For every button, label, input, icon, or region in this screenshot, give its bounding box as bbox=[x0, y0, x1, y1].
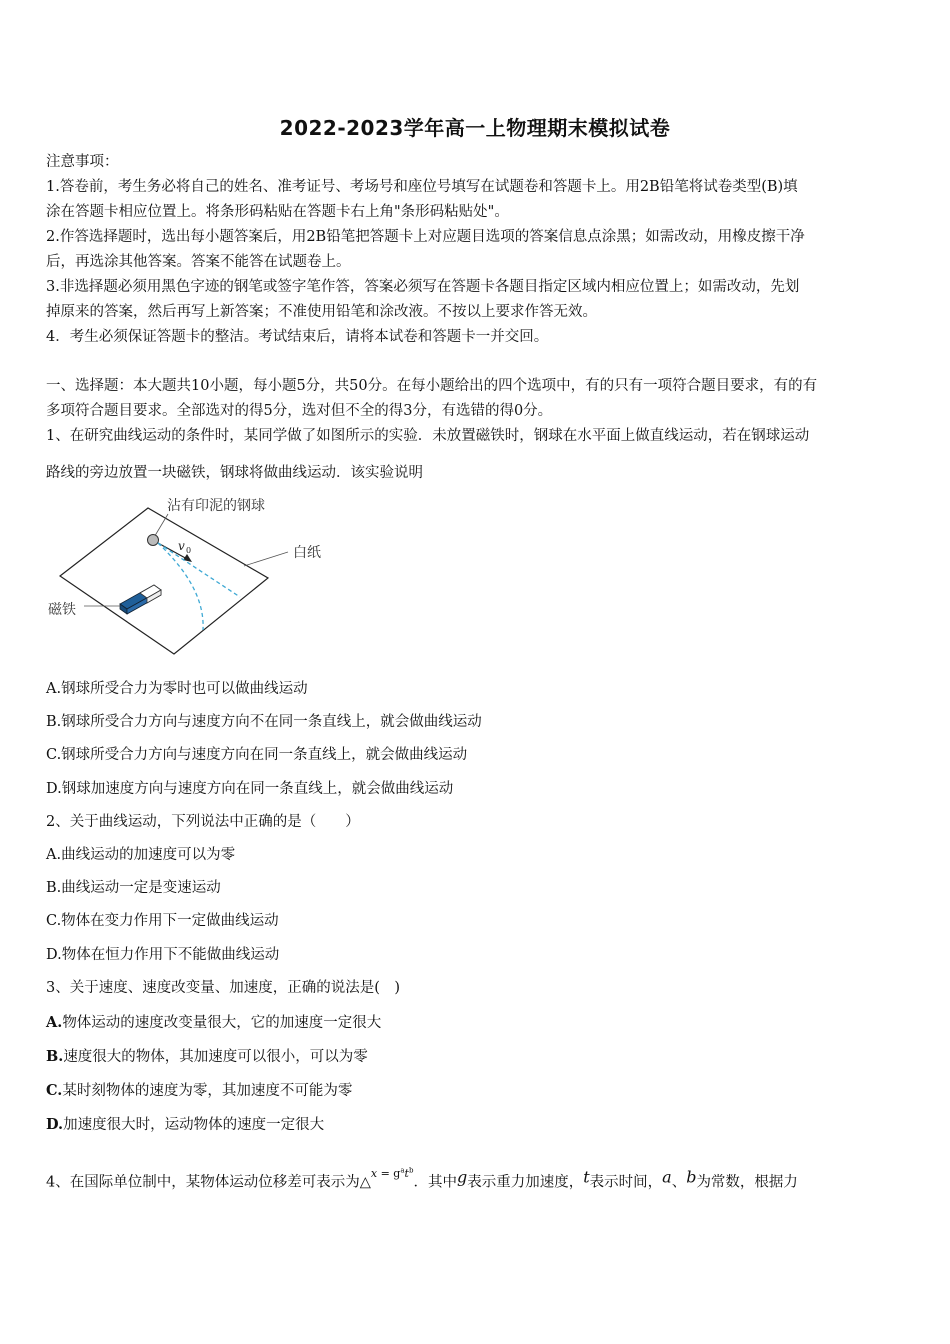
option-text: 加速度很大时，运动物体的速度一定很大 bbox=[63, 1117, 325, 1133]
magnet-experiment-figure bbox=[40, 494, 350, 664]
q2-option-c: C.物体在变力作用下一定做曲线运动 bbox=[46, 913, 279, 929]
q4-text: ．其中 bbox=[413, 1174, 457, 1191]
option-text: 某时刻物体的速度为零，其加速度不可能为零 bbox=[62, 1083, 353, 1099]
q3-option-d bbox=[46, 1115, 324, 1135]
notice-line: 后，再选涂其他答案。答案不能答在试题卷上。 bbox=[46, 254, 351, 270]
q2-stem: 2、关于曲线运动，下列说法中正确的是（ ） bbox=[46, 814, 360, 830]
notice-line: 涂在答题卡相应位置上。将条形码粘贴在答题卡右上角"条形码粘贴处"。 bbox=[46, 204, 509, 220]
q1-option-a: A.钢球所受合力为零时也可以做曲线运动 bbox=[46, 681, 308, 697]
option-letter: C. bbox=[46, 1082, 63, 1099]
q4-text: 、 bbox=[671, 1174, 687, 1191]
steel-ball bbox=[148, 535, 159, 546]
notice-line: 1.答卷前，考生务必将自己的姓名、准考证号、考场号和座位号填写在试题卷和答题卡上。用2B铅笔将试卷类型(B)填 bbox=[46, 179, 798, 195]
option-letter: D. bbox=[46, 1116, 64, 1133]
paper-label: 白纸 bbox=[293, 545, 321, 561]
q4-text: 4、在国际单位制中，某物体运动位移差可表示为△ bbox=[46, 1174, 371, 1191]
q4-text: 为常数，根据力 bbox=[696, 1174, 798, 1191]
formula-b: b bbox=[408, 1166, 414, 1174]
page-title: 2022-2023学年高一上物理期末模拟试卷 bbox=[279, 116, 671, 140]
option-letter: A. bbox=[46, 1014, 63, 1031]
velocity-subscript: 0 bbox=[186, 546, 192, 555]
q3-option-a bbox=[46, 1013, 381, 1033]
notice-line: 4．考生必须保证答题卡的整洁。考试结束后，请将本试卷和答题卡一并交回。 bbox=[46, 329, 549, 345]
section-heading: 一、选择题：本大题共10小题，每小题5分，共50分。在每小题给出的四个选项中，有的只有一项符合题目要求，有的有 bbox=[46, 378, 818, 394]
q2-option-a: A.曲线运动的加速度可以为零 bbox=[46, 847, 236, 863]
notice-line: 2.作答选择题时，选出每小题答案后，用2B铅笔把答题卡上对应题目选项的答案信息点涂黑；如需改动，用橡皮擦干净 bbox=[46, 229, 805, 245]
formula-a: a bbox=[400, 1166, 405, 1174]
q3-stem: 3、关于速度、速度改变量、加速度，正确的说法是( ) bbox=[46, 980, 401, 996]
velocity-label: v bbox=[178, 539, 185, 553]
paper-leader-line bbox=[244, 552, 288, 566]
q1-option-b: B.钢球所受合力方向与速度方向不在同一条直线上，就会做曲线运动 bbox=[46, 714, 482, 730]
formula-eq: = g bbox=[377, 1166, 401, 1180]
white-paper-sheet bbox=[60, 508, 268, 654]
q1-stem: 1、在研究曲线运动的条件时，某同学做了如图所示的实验．未放置磁铁时，钢球在水平面上做直线运动，若在钢球运动 bbox=[46, 428, 810, 444]
q4-stem bbox=[46, 1160, 798, 1193]
notice-heading: 注意事项： bbox=[46, 154, 119, 170]
magnet-icon bbox=[120, 585, 161, 614]
q3-option-b bbox=[46, 1047, 368, 1067]
formula-x: x bbox=[370, 1166, 378, 1180]
notice-line: 掉原来的答案，然后再写上新答案；不准使用铅笔和涂改液。不按以上要求作答无效。 bbox=[46, 304, 597, 320]
notice-line: 3.非选择题必须用黑色字迹的钢笔或签字笔作答，答案必须写在答题卡各题目指定区域内相应位置上；如需改动，先划 bbox=[46, 279, 800, 295]
q4-text: 表示时间， bbox=[589, 1174, 663, 1191]
magnet-label: 磁铁 bbox=[48, 602, 76, 618]
option-text: 速度很大的物体，其加速度可以很小，可以为零 bbox=[63, 1049, 368, 1065]
option-letter: B. bbox=[46, 1048, 64, 1065]
q1-option-c: C.钢球所受合力方向与速度方向在同一条直线上，就会做曲线运动 bbox=[46, 747, 468, 763]
symbol-g: g bbox=[456, 1167, 468, 1187]
q2-option-d: D.物体在恒力作用下不能做曲线运动 bbox=[46, 947, 280, 963]
option-text: 物体运动的速度改变量很大，它的加速度一定很大 bbox=[62, 1015, 382, 1031]
ball-label: 沾有印泥的钢球 bbox=[167, 498, 265, 514]
q1-stem: 路线的旁边放置一块磁铁，钢球将做曲线运动．该实验说明 bbox=[46, 465, 423, 481]
formula bbox=[371, 1167, 414, 1180]
straight-path bbox=[158, 543, 240, 597]
symbol-b: b bbox=[686, 1167, 697, 1187]
q2-option-b: B.曲线运动一定是变速运动 bbox=[46, 880, 221, 896]
q3-option-c bbox=[46, 1081, 352, 1101]
section-heading: 多项符合题目要求。全部选对的得5分，选对但不全的得3分，有选错的得0分。 bbox=[46, 403, 553, 419]
symbol-t: t bbox=[583, 1167, 590, 1187]
q1-option-d: D.钢球加速度方向与速度方向在同一条直线上，就会做曲线运动 bbox=[46, 781, 454, 797]
q4-text: 表示重力加速度， bbox=[467, 1174, 584, 1191]
formula-t: t bbox=[404, 1166, 409, 1180]
symbol-a: a bbox=[662, 1167, 672, 1187]
